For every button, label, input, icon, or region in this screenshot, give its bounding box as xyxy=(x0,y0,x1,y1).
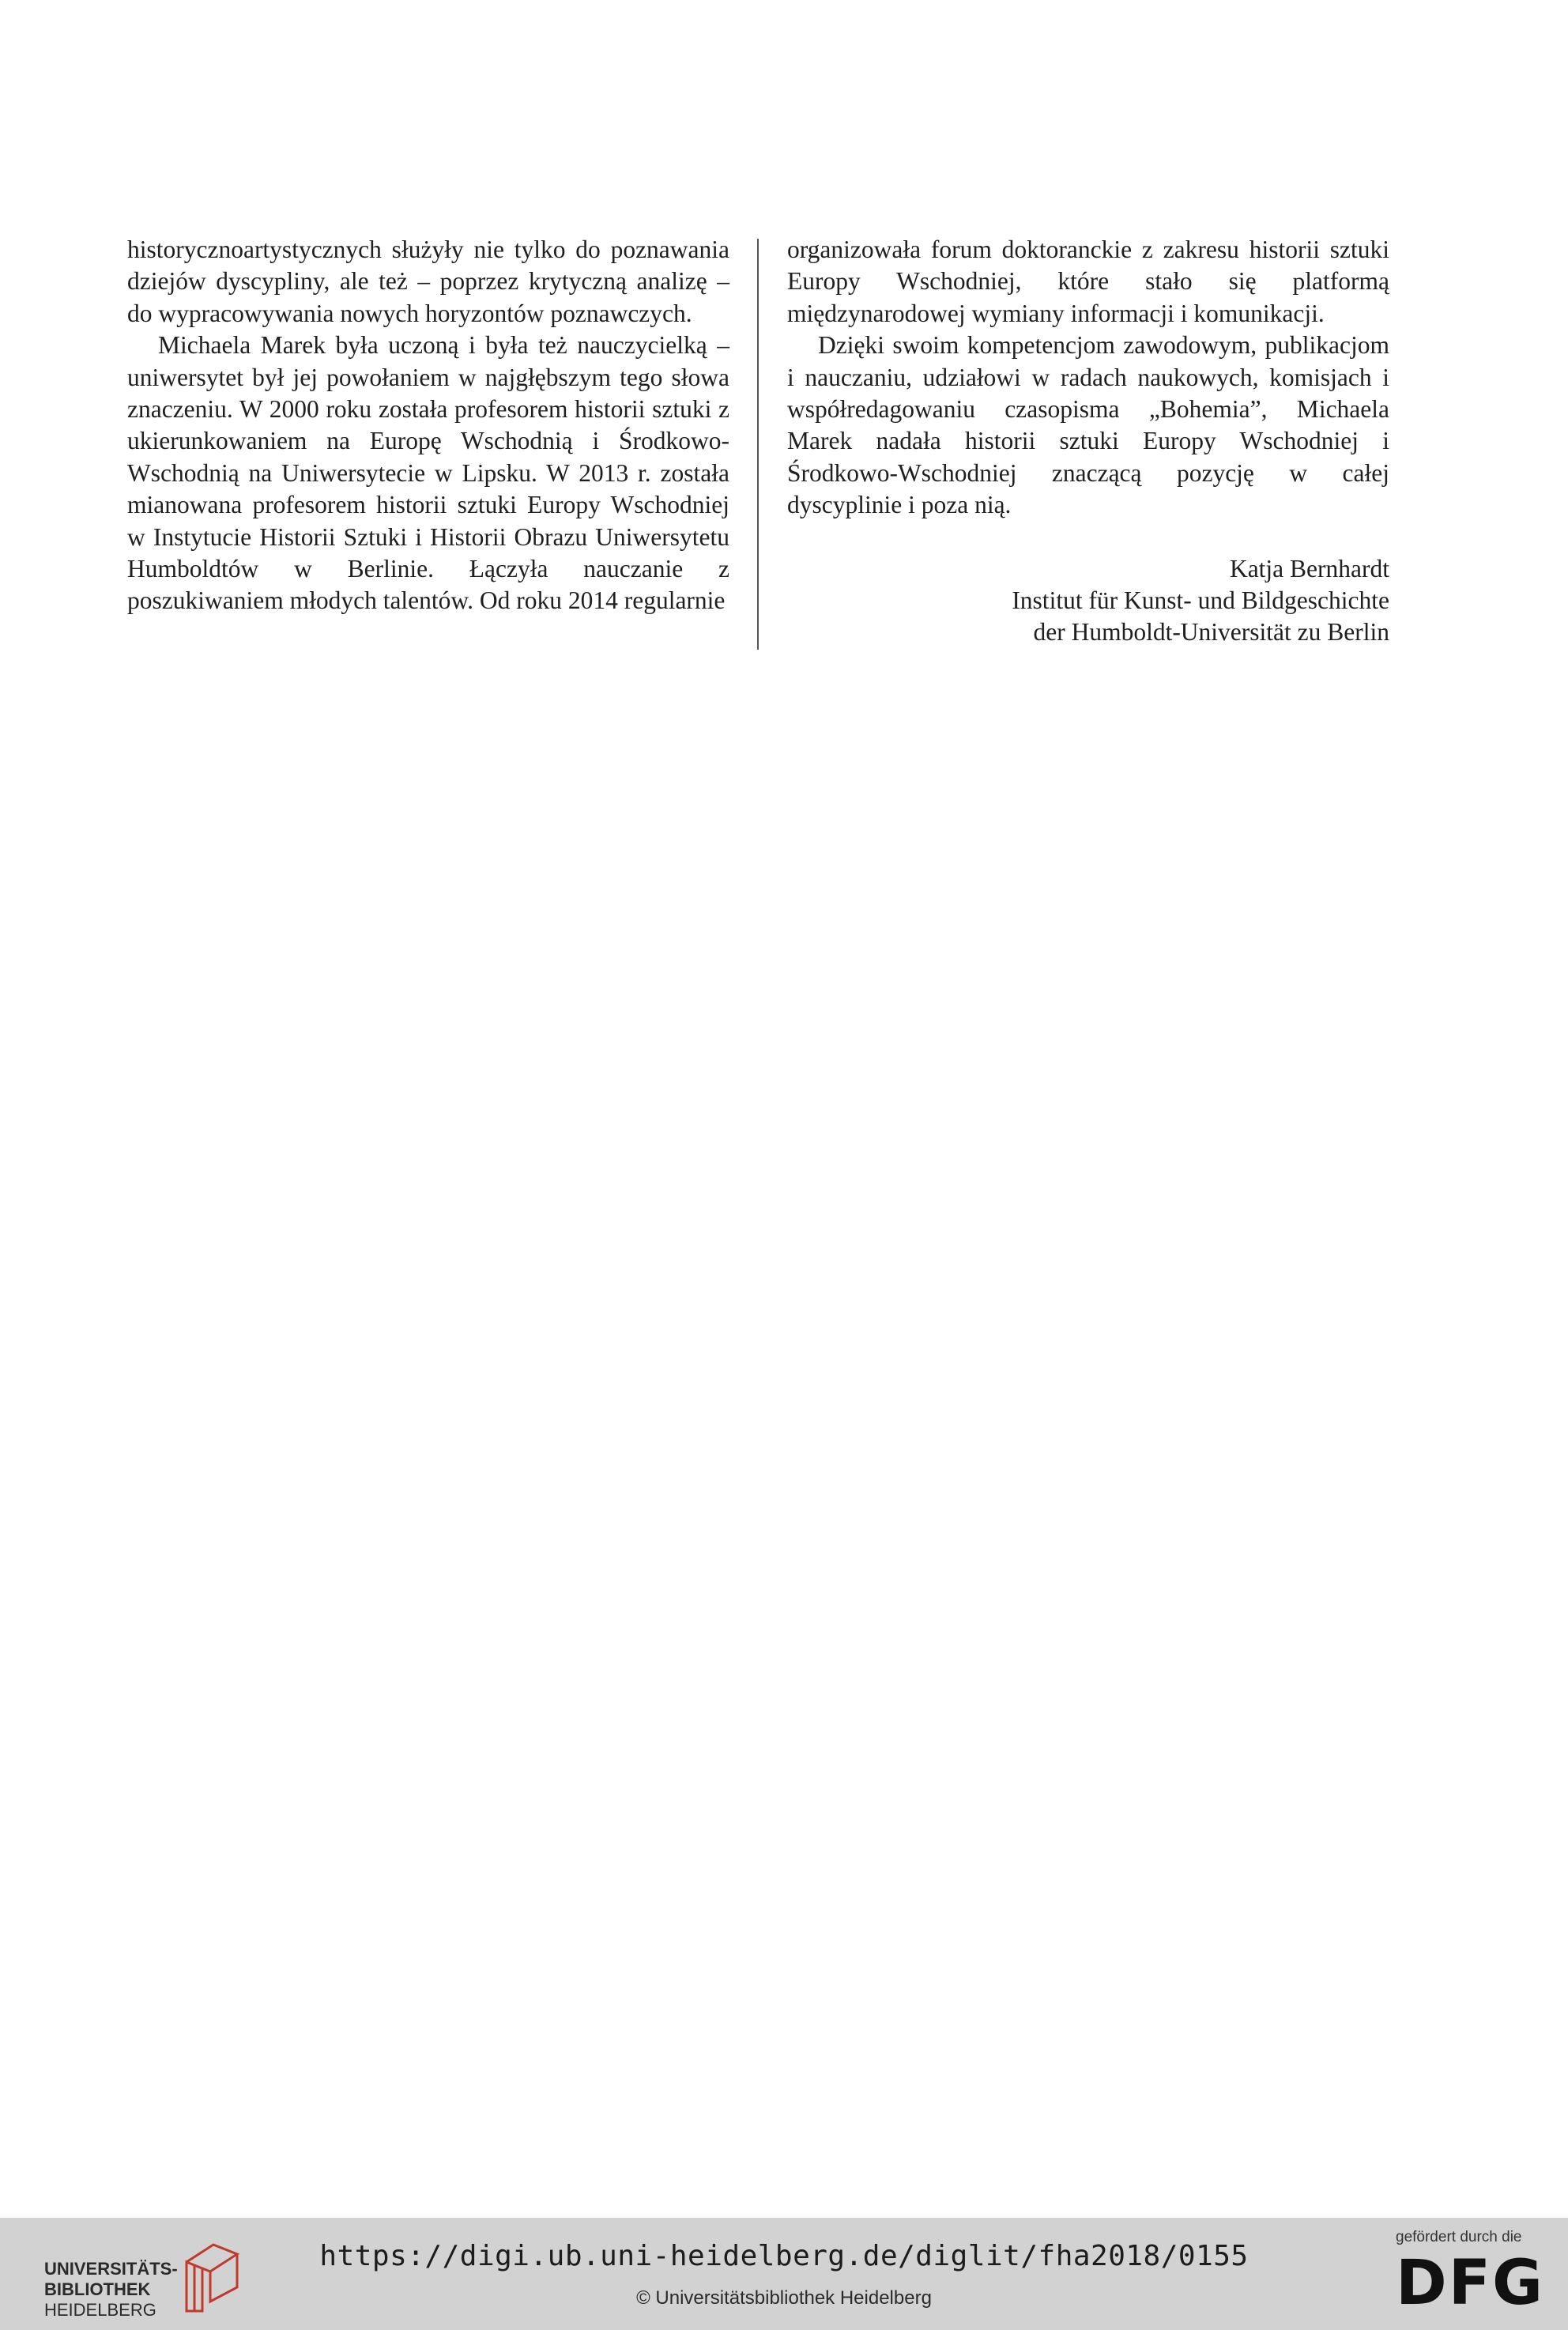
library-name-line-2: BIBLIOTHEK xyxy=(44,2279,151,2299)
library-name-line-3: HEIDELBERG xyxy=(44,2300,156,2320)
library-name-line-1: UNIVERSITÄTS- xyxy=(44,2259,178,2279)
copyright-text: © Universitätsbibliothek Heidelberg xyxy=(636,2287,932,2309)
dfg-funder-logo[interactable] xyxy=(1393,2229,1551,2324)
signature-block xyxy=(787,553,1389,649)
document-url-link[interactable]: https://digi.ub.uni-heidelberg.de/diglit/fha2018/0155 xyxy=(319,2240,1249,2272)
left-column xyxy=(127,234,729,617)
dfg-logo-text: DFG xyxy=(1396,2248,1545,2319)
column-divider xyxy=(757,239,759,650)
paragraph: Michaela Marek była uczoną i była też nauczycielką – uniwersytet był jej powołaniem w najgłębszym tego słowa znaczeniu. W 2000 roku została profesorem historii sztuki z ukierunkowaniem na Europę Wschodnią i Środkowo-Wschodnią na Uniwersytecie w Lipsku. W 2013 r. została mianowana profesorem historii sztuki Europy Wschodniej w Instytucie Historii Sztuki i Historii Obrazu Uniwersytetu Humboldtów w Berlinie. Łączyła nauczanie z poszukiwaniem młodych talentów. Od roku 2014 regularnie xyxy=(127,331,729,615)
author-name: Katja Bernhardt xyxy=(1229,554,1389,582)
footer-bar xyxy=(0,2218,1568,2330)
author-affiliation-line-1: Institut für Kunst- und Bildgeschichte xyxy=(1012,586,1389,615)
author-affiliation-line-2: der Humboldt-Universität zu Berlin xyxy=(1033,618,1389,647)
funder-label: gefördert durch die xyxy=(1396,2229,1522,2245)
paragraph: Dzięki swoim kompetencjom zawodowym, publikacjom i nauczaniu, udziałowi w radach naukowych, komisjach i współredagowaniu czasopisma „Bohemia”, Michaela Marek nadała historii sztuki Europy Wschodniej i Środkowo-Wschodniej znaczącą pozycję w całej dyscyplinie i poza nią. xyxy=(787,331,1389,519)
paragraph: organizowała forum doktoranckie z zakresu historii sztuki Europy Wschodniej, które stało się platformą międzynarodowej wymiany informacji i komunikacji. xyxy=(787,236,1389,327)
right-column xyxy=(787,234,1389,649)
paragraph: historycznoartystycznych służyły nie tylko do poznawania dziejów dyscypliny, ale też – poprzez krytyczną analizę – do wypracowywania nowych horyzontów poznawczych. xyxy=(127,236,729,327)
